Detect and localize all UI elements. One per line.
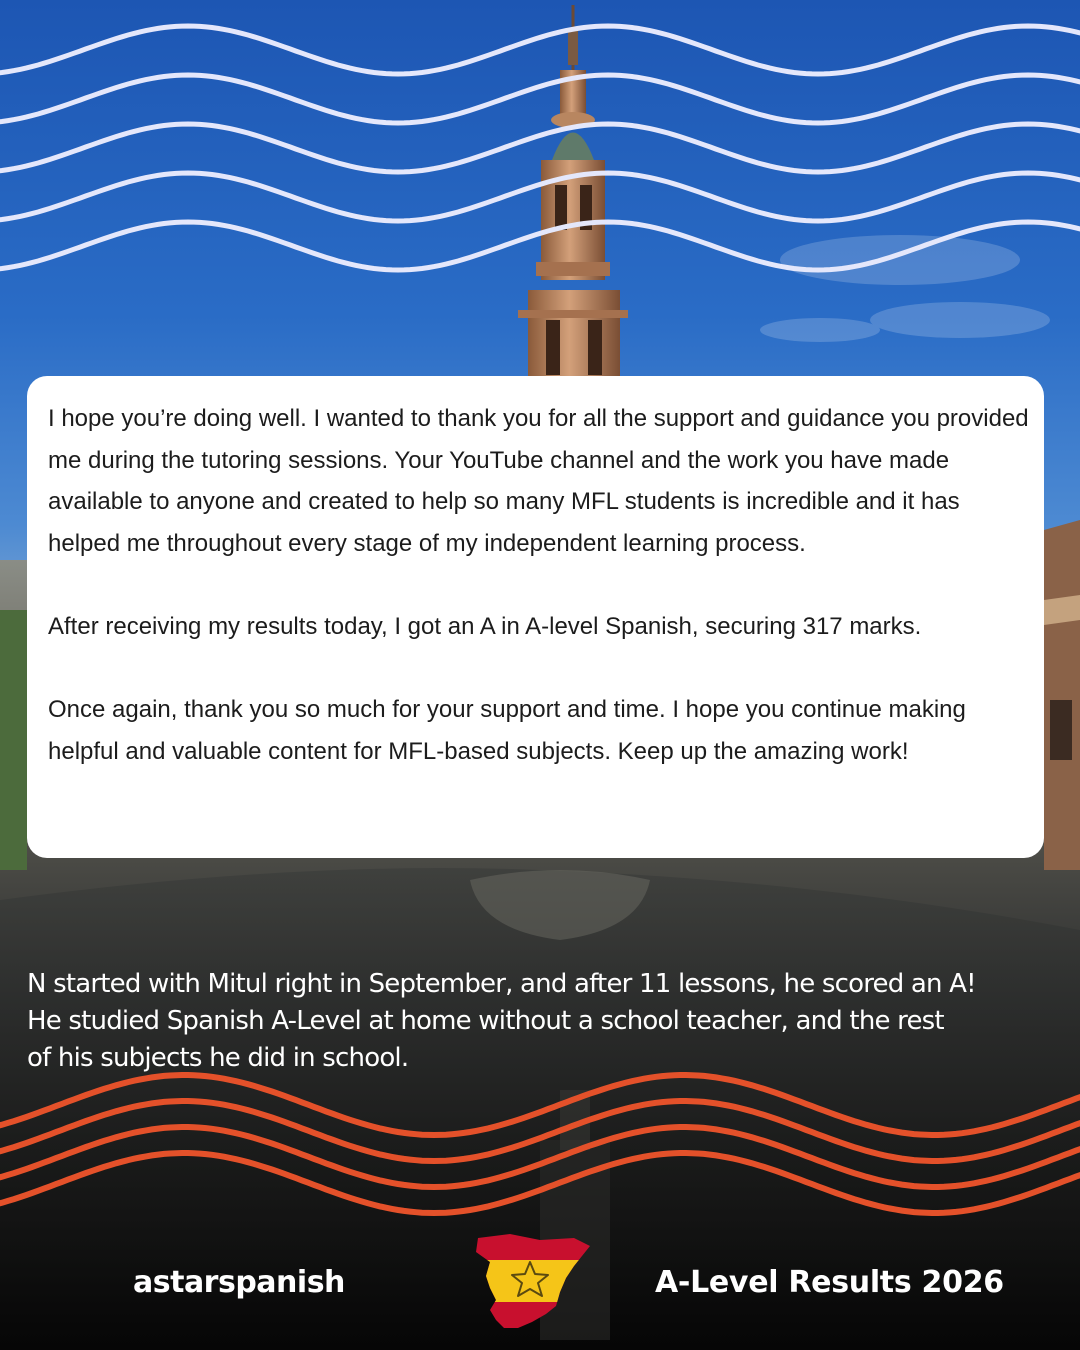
testimonial-paragraph-1: I hope you’re doing well. I wanted to thank you for all the support and guidance you provided me during the tutoring sessions. Your YouTube channel and the work you have made available to anyone and created to help so many MFL students is incredible and it has helped me throughout every stage of my independent learning process. — [48, 405, 1029, 557]
story-caption — [27, 966, 1057, 1077]
caption-line-2: He studied Spanish A-Level at home without a school teacher, and the rest — [27, 1006, 944, 1036]
caption-line-1: N started with Mitul right in September, and after 11 lessons, he scored an A! — [27, 969, 976, 999]
results-title: A-Level Results 2026 — [655, 1265, 1004, 1300]
testimonial-card — [27, 376, 1044, 858]
testimonial-paragraph-3: Once again, thank you so much for your support and time. I hope you continue making helpful and valuable content for MFL-based subjects. Keep up the amazing work! — [48, 696, 966, 765]
brand-handle: astarspanish — [133, 1265, 345, 1300]
spain-flag-map-icon — [470, 1232, 600, 1332]
testimonial-paragraph-2: After receiving my results today, I got an A in A-level Spanish, securing 317 marks. — [48, 612, 922, 640]
caption-line-3: of his subjects he did in school. — [27, 1043, 409, 1073]
